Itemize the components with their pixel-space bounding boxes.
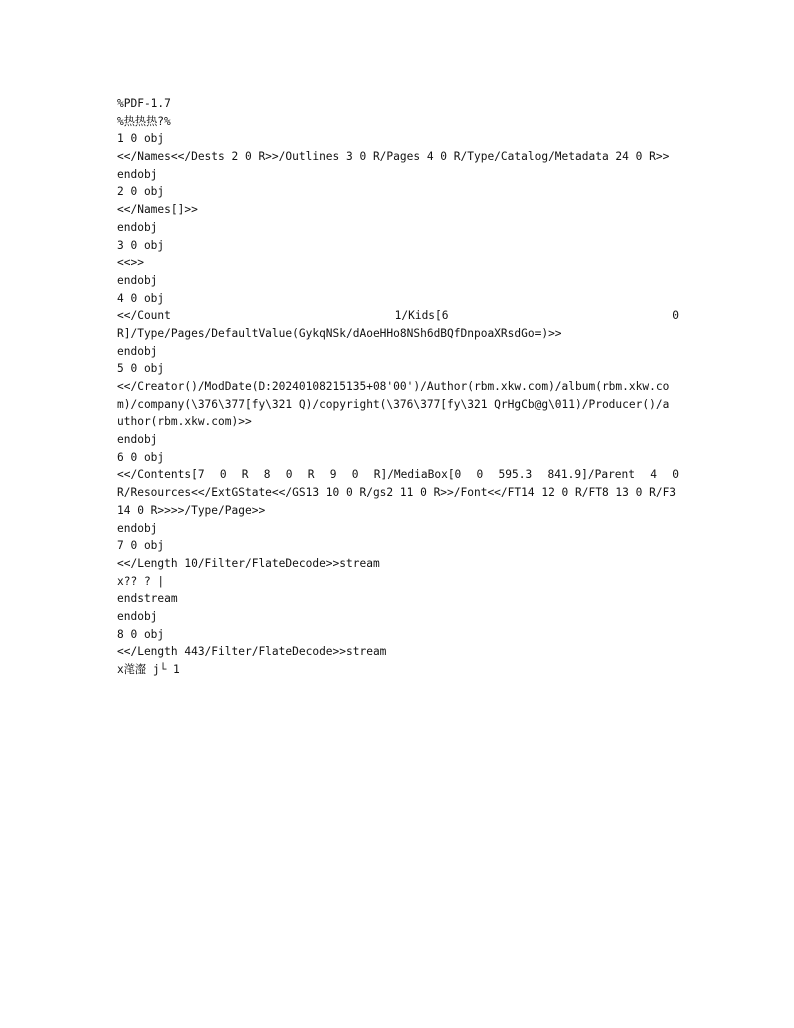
text-line: endobj [117,167,158,181]
text-line: <</Length 443/Filter/FlateDecode>>stream [117,645,387,659]
text-line: 4 0 obj [117,291,165,305]
text-line: R/Resources<</ExtGState<</GS13 10 0 R/gs2 11 0 R>>/Font<</FT14 12 0 R/FT8 13 0 R/F3 [117,486,677,500]
text-line: x?? ? | [117,574,165,588]
text-line: 14 0 R>>>>/Type/Page>> [117,503,266,517]
text-line: endobj [117,433,158,447]
text-line: endobj [117,521,158,535]
text-line: %热热热?% [117,114,171,128]
text-line: endobj [117,273,158,287]
text-line: m)/company(\376\377[fy\321 Q)/copyright(\376\377[fy\321 QrHgCb@g\011)/Producer()/a [117,397,670,411]
text-line: 3 0 obj [117,238,165,252]
text-line: <</Count 1/Kids[6 0 [117,309,679,323]
text-line: x滗瀣 j└ 1 [117,663,180,676]
text-line: <</Contents[7 0 R 8 0 R 9 0 R]/MediaBox[0 0 595.3 841.9]/Parent 4 0 [117,468,679,482]
text-line: endobj [117,220,158,234]
text-line: 6 0 obj [117,450,165,464]
text-line: <<>> [117,256,144,270]
text-line: uthor(rbm.xkw.com)>> [117,415,252,429]
text-line: endobj [117,609,158,623]
text-line: endobj [117,344,158,358]
text-line: 1 0 obj [117,132,165,146]
text-line: R]/Type/Pages/DefaultValue(GykqNSk/dAoeHHo8NSh6dBQfDnpoaXRsdGo=)>> [117,326,562,340]
text-line: <</Names<</Dests 2 0 R>>/Outlines 3 0 R/Pages 4 0 R/Type/Catalog/Metadata 24 0 R>> [117,150,670,164]
text-line: <</Creator()/ModDate(D:20240108215135+08'00')/Author(rbm.xkw.com)/album(rbm.xkw.co [117,380,670,393]
text-line: %PDF-1.7 [117,97,171,110]
text-line: 7 0 obj [117,539,165,553]
text-line: endstream [117,592,178,606]
text-line: 5 0 obj [117,362,165,376]
text-line: 8 0 obj [117,627,165,641]
text-line: 2 0 obj [117,185,165,199]
text-line: <</Length 10/Filter/FlateDecode>>stream [117,556,380,570]
text-line: <</Names[]>> [117,203,198,217]
pdf-source-text [117,95,679,679]
